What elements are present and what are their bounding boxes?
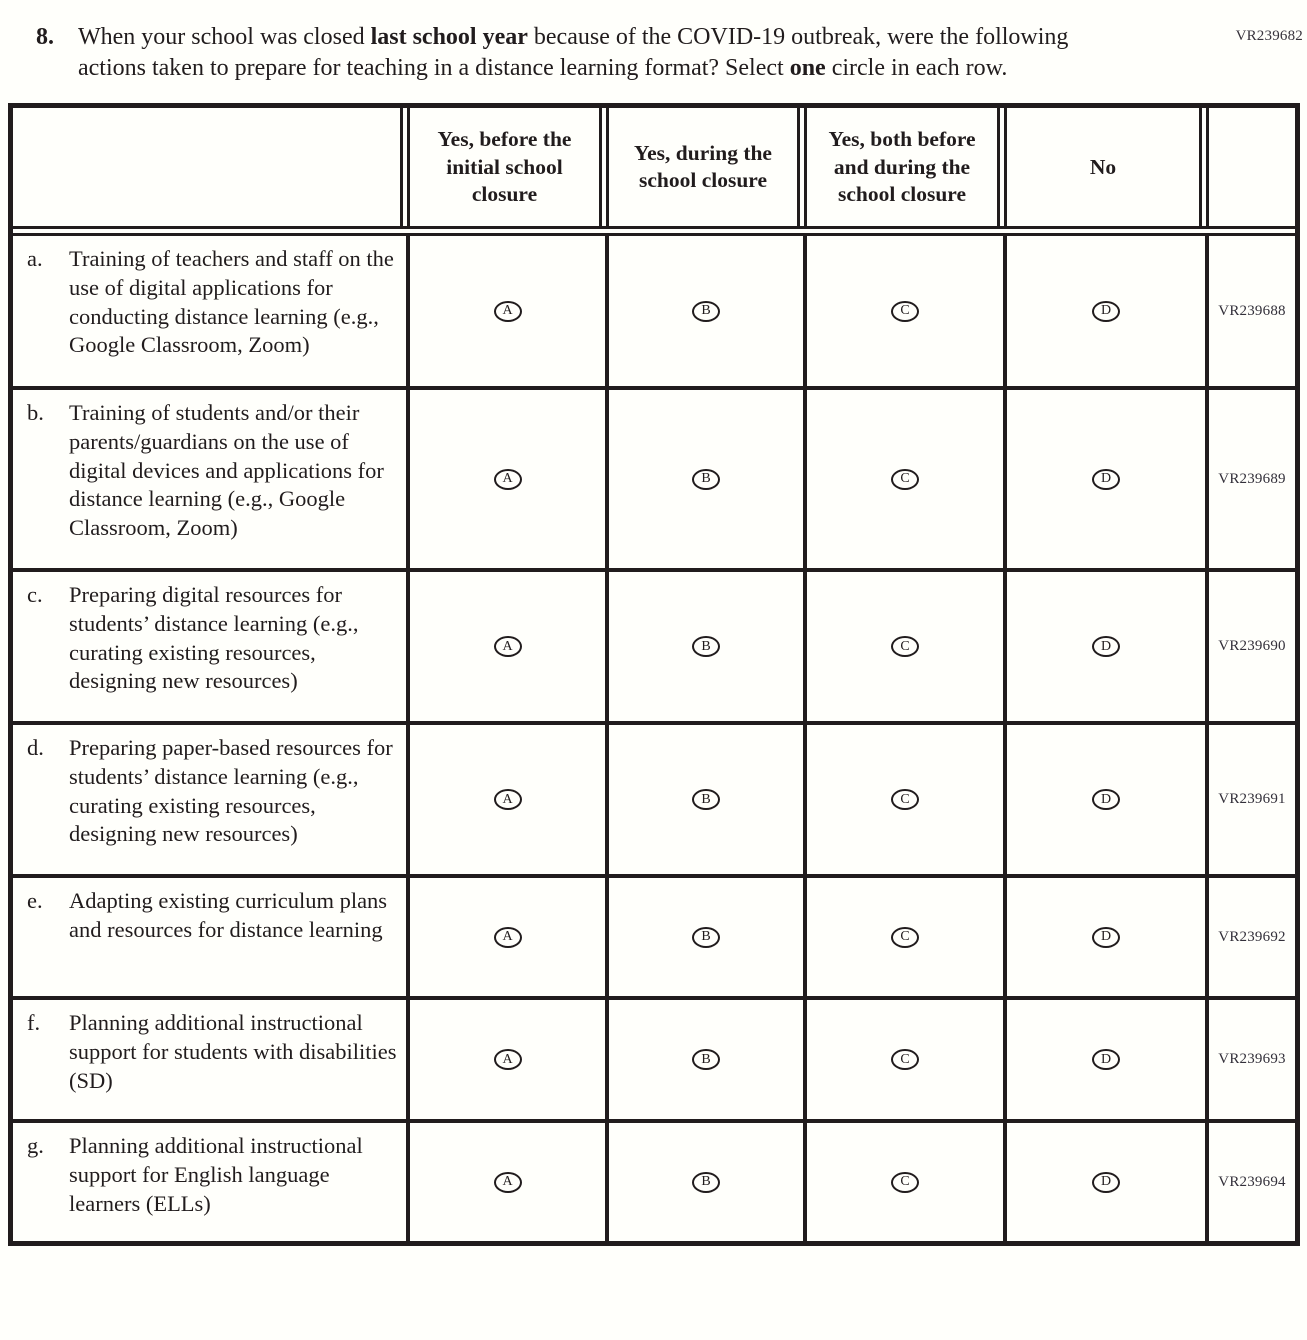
response-table [8, 103, 1300, 1246]
row-label-cell [13, 572, 410, 721]
option-bubble-a[interactable]: A [494, 636, 522, 657]
question-text-part: circle in each row. [825, 55, 1008, 82]
answer-cell-yes-during [609, 236, 807, 386]
row-label: Planning additional instructional support for students with disabilities (SD) [69, 1010, 397, 1093]
row-code: VR239690 [1218, 638, 1286, 655]
option-bubble-c[interactable]: C [891, 636, 919, 657]
answer-cell-no [1007, 572, 1209, 721]
option-bubble-d[interactable]: D [1092, 636, 1120, 657]
option-bubble-b[interactable]: B [692, 927, 720, 948]
row-label-cell [13, 390, 410, 568]
row-letter: e. [27, 888, 43, 914]
question-text-part: because of the COVID-19 outbreak, were the following actions taken to prepare for teaching in a distance learning format? Select [78, 24, 1069, 82]
answer-cell-yes-before [410, 390, 609, 568]
table-row-f [13, 996, 1295, 1119]
table-row-a [13, 236, 1295, 386]
row-letter: c. [27, 582, 43, 608]
header-cell-empty [13, 108, 410, 226]
row-label-cell [13, 878, 410, 996]
option-bubble-c[interactable]: C [891, 469, 919, 490]
option-bubble-a[interactable]: A [494, 301, 522, 322]
option-bubble-a[interactable]: A [494, 789, 522, 810]
option-bubble-c[interactable]: C [891, 1172, 919, 1193]
answer-cell-yes-during [609, 878, 807, 996]
option-bubble-b[interactable]: B [692, 469, 720, 490]
header-cell-no: No [1007, 108, 1209, 226]
answer-cell-no [1007, 1123, 1209, 1241]
answer-cell-yes-before [410, 236, 609, 386]
header-cell-code [1209, 108, 1295, 226]
row-code: VR239691 [1218, 791, 1286, 808]
question-text-part: When your school was closed [78, 24, 371, 50]
row-code: VR239689 [1218, 470, 1286, 487]
question-bold-one: one [789, 55, 826, 82]
option-bubble-d[interactable]: D [1092, 469, 1120, 490]
answer-cell-yes-during [609, 1000, 807, 1119]
option-bubble-a[interactable]: A [494, 1049, 522, 1070]
question-text [78, 22, 1138, 84]
option-bubble-a[interactable]: A [494, 927, 522, 948]
option-bubble-b[interactable]: B [692, 1172, 720, 1193]
row-letter: f. [27, 1010, 41, 1036]
table-row-c [13, 568, 1295, 721]
row-label: Training of teachers and staff on the use of digital applications for conducting distance learning (e.g., Google Classroom, Zoom) [69, 246, 394, 358]
question-number: 8. [36, 24, 54, 50]
option-bubble-b[interactable]: B [692, 789, 720, 810]
option-bubble-b[interactable]: B [692, 1049, 720, 1070]
row-letter: a. [27, 246, 43, 272]
answer-cell-no [1007, 1000, 1209, 1119]
answer-cell-no [1007, 236, 1209, 386]
row-label: Training of students and/or their parents/guardians on the use of digital devices and applications for distance learning (e.g., Google Classroom, Zoom) [69, 400, 384, 540]
answer-cell-yes-both [807, 390, 1007, 568]
option-bubble-c[interactable]: C [891, 927, 919, 948]
header-cell-yes-before: Yes, before the initial school closure [410, 108, 609, 226]
answer-cell-yes-before [410, 572, 609, 721]
answer-cell-yes-before [410, 1000, 609, 1119]
table-body [13, 236, 1295, 1241]
answer-cell-yes-both [807, 878, 1007, 996]
row-label-cell [13, 725, 410, 874]
option-bubble-d[interactable]: D [1092, 301, 1120, 322]
header-cell-yes-both: Yes, both before and during the school closure [807, 108, 1007, 226]
row-letter: g. [27, 1133, 44, 1159]
answer-cell-yes-before [410, 1123, 609, 1241]
option-bubble-d[interactable]: D [1092, 789, 1120, 810]
row-label: Preparing digital resources for students’ distance learning (e.g., curating existing resources, designing new resources) [69, 582, 359, 694]
answer-cell-yes-during [609, 572, 807, 721]
row-label-cell [13, 236, 410, 386]
row-letter: b. [27, 400, 44, 426]
option-bubble-d[interactable]: D [1092, 1049, 1120, 1070]
answer-cell-no [1007, 390, 1209, 568]
answer-cell-yes-both [807, 572, 1007, 721]
answer-cell-yes-during [609, 1123, 807, 1241]
answer-cell-yes-both [807, 725, 1007, 874]
option-bubble-b[interactable]: B [692, 301, 720, 322]
option-bubble-c[interactable]: C [891, 1049, 919, 1070]
row-label: Adapting existing curriculum plans and resources for distance learning [69, 888, 388, 942]
row-code: VR239692 [1218, 928, 1286, 945]
row-label-cell [13, 1123, 410, 1241]
table-row-g [13, 1119, 1295, 1241]
answer-cell-yes-before [410, 878, 609, 996]
table-row-e [13, 874, 1295, 996]
table-row-d [13, 721, 1295, 874]
option-bubble-d[interactable]: D [1092, 1172, 1120, 1193]
row-label: Preparing paper-based resources for students’ distance learning (e.g., curating existing resources, designing new resources) [69, 735, 393, 847]
answer-cell-yes-before [410, 725, 609, 874]
header-cell-yes-during: Yes, during the school closure [609, 108, 807, 226]
question-bold-last-school-year: last school year [370, 24, 528, 50]
page-code: VR239682 [1235, 28, 1303, 44]
row-label-cell [13, 1000, 410, 1119]
row-letter: d. [27, 735, 44, 761]
option-bubble-b[interactable]: B [692, 636, 720, 657]
answer-cell-yes-during [609, 390, 807, 568]
answer-cell-yes-both [807, 1000, 1007, 1119]
option-bubble-c[interactable]: C [891, 789, 919, 810]
option-bubble-a[interactable]: A [494, 1172, 522, 1193]
answer-cell-yes-during [609, 725, 807, 874]
option-bubble-d[interactable]: D [1092, 927, 1120, 948]
answer-cell-no [1007, 725, 1209, 874]
row-code: VR239688 [1218, 302, 1286, 319]
answer-cell-no [1007, 878, 1209, 996]
row-code: VR239694 [1218, 1173, 1286, 1190]
row-code: VR239693 [1218, 1051, 1286, 1068]
option-bubble-a[interactable]: A [494, 469, 522, 490]
table-header-row [13, 108, 1295, 236]
question-block [36, 22, 1307, 84]
answer-cell-yes-both [807, 236, 1007, 386]
table-row-b [13, 386, 1295, 568]
answer-cell-yes-both [807, 1123, 1007, 1241]
option-bubble-c[interactable]: C [891, 301, 919, 322]
row-label: Planning additional instructional support for English language learners (ELLs) [69, 1133, 363, 1216]
